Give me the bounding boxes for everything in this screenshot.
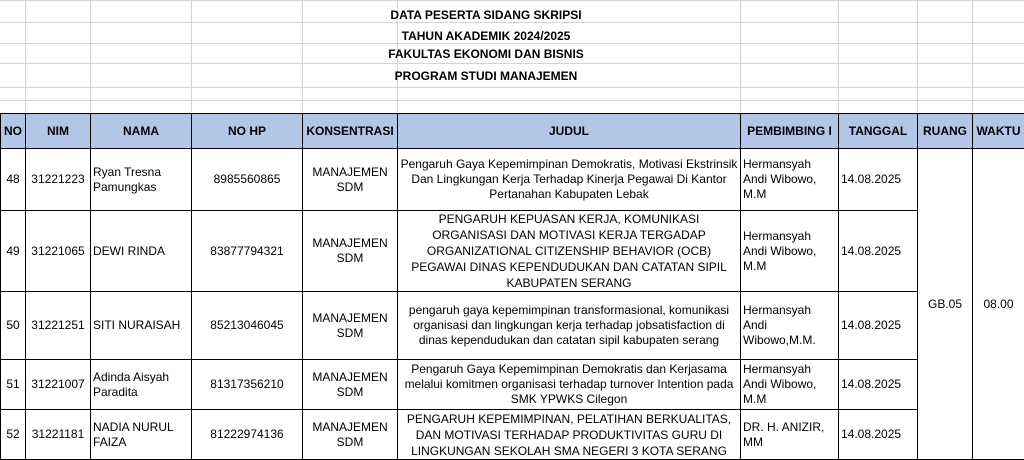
cell-tanggal[interactable]: 14.08.2025 [839, 360, 918, 410]
cell-judul[interactable]: PENGARUH KEPEMIMPINAN, PELATIHAN BERKUALITAS, DAN MOTIVASI TERHADAP PRODUKTIVITAS GURU DI LINGKUNGAN SEKOLAH SMA NEGERI 3 KOTA SERANG [398, 410, 741, 460]
table-row [1, 149, 1024, 211]
cell-pembimbing[interactable]: Hermansyah Andi Wibowo,M.M. [741, 292, 839, 360]
cell-konsentrasi[interactable]: MANAJEMEN SDM [303, 149, 398, 211]
cell-nim[interactable]: 31221065 [26, 211, 91, 292]
cell-konsentrasi[interactable]: MANAJEMEN SDM [303, 292, 398, 360]
title-line-2: TAHUN AKADEMIK 2024/2025 [0, 26, 972, 46]
cell-konsentrasi[interactable]: MANAJEMEN SDM [303, 410, 398, 460]
cell-no[interactable]: 50 [1, 292, 26, 360]
header-tanggal[interactable]: TANGGAL [839, 114, 918, 149]
cell-tanggal[interactable]: 14.08.2025 [839, 292, 918, 360]
header-pembimbing[interactable]: PEMBIMBING I [741, 114, 839, 149]
cell-pembimbing[interactable]: Hermansyah Andi Wibowo, M.M [741, 149, 839, 211]
cell-pembimbing[interactable]: DR. H. ANIZIR, MM [741, 410, 839, 460]
title-line-4: PROGRAM STUDI MANAJEMEN [0, 66, 972, 86]
cell-nim[interactable]: 31221181 [26, 410, 91, 460]
cell-ruang[interactable]: GB.05 [918, 149, 973, 460]
cell-no[interactable]: 49 [1, 211, 26, 292]
participants-table [0, 113, 1024, 460]
header-judul[interactable]: JUDUL [398, 114, 741, 149]
header-ruang[interactable]: RUANG [918, 114, 973, 149]
cell-nohp[interactable]: 81317356210 [192, 360, 303, 410]
header-konsentrasi[interactable]: KONSENTRASI [303, 114, 398, 149]
cell-nohp[interactable]: 81222974136 [192, 410, 303, 460]
cell-nohp[interactable]: 85213046045 [192, 292, 303, 360]
table-row [1, 360, 1024, 410]
cell-nohp[interactable]: 83877794321 [192, 211, 303, 292]
title-line-1: DATA PESERTA SIDANG SKRIPSI [0, 5, 972, 25]
cell-judul[interactable]: Pengaruh Gaya Kepemimpinan Demokratis, Motivasi Ekstrinsik Dan Lingkungan Kerja Terhadap Kinerja Pegawai Di Kantor Pertanahan Kabupaten Lebak [398, 149, 741, 211]
cell-nim[interactable]: 31221223 [26, 149, 91, 211]
cell-nama[interactable]: DEWI RINDA [91, 211, 192, 292]
cell-tanggal[interactable]: 14.08.2025 [839, 211, 918, 292]
header-no[interactable]: NO [1, 114, 26, 149]
header-nohp[interactable]: NO HP [192, 114, 303, 149]
cell-waktu[interactable]: 08.00 [973, 149, 1024, 460]
header-row [1, 114, 1024, 149]
cell-pembimbing[interactable]: Hermansyah Andi Wibowo, M.M [741, 360, 839, 410]
cell-nama[interactable]: SITI NURAISAH [91, 292, 192, 360]
cell-nim[interactable]: 31221251 [26, 292, 91, 360]
table-row [1, 292, 1024, 360]
cell-no[interactable]: 48 [1, 149, 26, 211]
header-nim[interactable]: NIM [26, 114, 91, 149]
cell-konsentrasi[interactable]: MANAJEMEN SDM [303, 360, 398, 410]
cell-nama[interactable]: Ryan Tresna Pamungkas [91, 149, 192, 211]
cell-nama[interactable]: NADIA NURUL FAIZA [91, 410, 192, 460]
cell-nim[interactable]: 31221007 [26, 360, 91, 410]
cell-tanggal[interactable]: 14.08.2025 [839, 149, 918, 211]
cell-tanggal[interactable]: 14.08.2025 [839, 410, 918, 460]
header-waktu[interactable]: WAKTU [973, 114, 1024, 149]
table-row [1, 211, 1024, 292]
cell-pembimbing[interactable]: Hermansyah Andi Wibowo, M.M [741, 211, 839, 292]
title-line-3: FAKULTAS EKONOMI DAN BISNIS [0, 44, 972, 64]
cell-judul[interactable]: pengaruh gaya kepemimpinan transformasional, komunikasi organisasi dan lingkungan kerja terhadap jobsatisfaction di dinas kependudukan dan catatan sipil kabupaten serang [398, 292, 741, 360]
cell-konsentrasi[interactable]: MANAJEMEN SDM [303, 211, 398, 292]
cell-no[interactable]: 51 [1, 360, 26, 410]
cell-nohp[interactable]: 8985560865 [192, 149, 303, 211]
header-nama[interactable]: NAMA [91, 114, 192, 149]
cell-no[interactable]: 52 [1, 410, 26, 460]
cell-nama[interactable]: Adinda Aisyah Paradita [91, 360, 192, 410]
table-row [1, 410, 1024, 460]
cell-judul[interactable]: Pengaruh Gaya Kepemimpinan Demokratis dan Kerjasama melalui komitmen organisasi terhadap turnover Intention pada SMK YPWKS Cilegon [398, 360, 741, 410]
cell-judul[interactable]: PENGARUH KEPUASAN KERJA, KOMUNIKASI ORGANISASI DAN MOTIVASI KERJA TERGADAP ORGANIZATIONAL CITIZENSHIP BEHAVIOR (OCB) PEGAWAI DINAS KEPENDUDUKAN DAN CATATAN SIPIL KABUPATEN SERANG [398, 211, 741, 292]
